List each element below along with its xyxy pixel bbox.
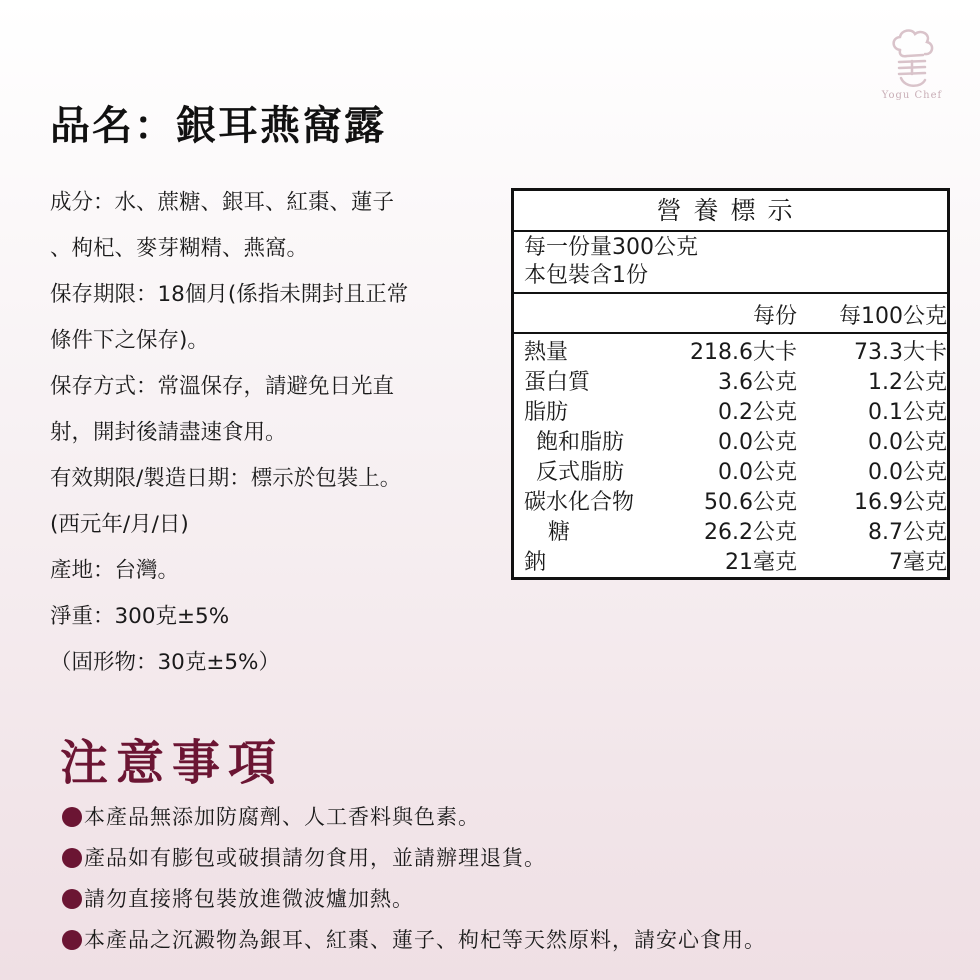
notice-title: 注意事項 [60,735,285,791]
info-line: 保存方式：常溫保存，請避免日光直 [50,374,395,399]
nutrient-name: 脂肪 [524,400,569,425]
nutrient-per-serving: 0.0公克 [718,460,797,485]
notice-item [62,797,766,838]
nutrient-name: 鈉 [524,550,547,575]
nutrient-per-100g: 0.1公克 [868,400,947,425]
info-line: 射，開封後請盡速食用。 [50,420,287,445]
nutrition-title: 營養標示 [514,191,947,232]
nutrient-per-serving: 3.6公克 [718,370,797,395]
info-line: 有效期限/製造日期：標示於包裝上。 [50,466,402,491]
info-line: 保存期限：18個月(係指未開封且正常 [50,282,409,307]
brand-logo [872,28,952,118]
nutrient-per-100g: 16.9公克 [854,490,947,515]
notice-text: 本產品之沉澱物為銀耳、紅棗、蓮子、枸杞等天然原料，請安心食用。 [84,928,766,952]
nutrition-facts-table [511,188,950,580]
chef-hat-icon [887,28,937,90]
nutrient-per-100g: 0.0公克 [868,460,947,485]
notice-item [62,920,766,961]
nutrition-row-protein [514,368,947,398]
nutrient-per-100g: 73.3大卡 [854,340,947,365]
nutrient-per-100g: 1.2公克 [868,370,947,395]
notice-item [62,879,766,920]
nutrient-per-serving: 218.6大卡 [690,340,797,365]
notice-text: 本產品無添加防腐劑、人工香料與色素。 [84,805,480,829]
logo-text: Yogu Chef [881,90,943,101]
nutrition-row-trans-fat [514,458,947,488]
nutrient-name: 反式脂肪 [536,460,625,485]
serving-size: 每一份量300公克 [524,235,698,260]
nutrient-per-100g: 8.7公克 [868,520,947,545]
nutrition-row-saturated-fat [514,428,947,458]
nutrition-row-fat [514,398,947,428]
bullet-dot-icon [62,848,82,868]
info-line: 產地：台灣。 [50,558,180,583]
info-line: (西元年/月/日) [50,512,189,537]
serving-info [514,232,947,294]
bullet-dot-icon [62,889,82,909]
nutrient-per-100g: 0.0公克 [868,430,947,455]
bullet-dot-icon [62,930,82,950]
notice-item [62,838,766,879]
nutrient-per-serving: 21毫克 [725,550,797,575]
info-line: 成分：水、蔗糖、銀耳、紅棗、蓮子 [50,190,395,215]
info-line: 條件下之保存)。 [50,328,209,353]
nutrition-rows [514,334,947,578]
nutrition-row-sodium [514,548,947,578]
nutrition-row-carbohydrate [514,488,947,518]
nutrition-row-sugar [514,518,947,548]
nutrient-per-serving: 26.2公克 [704,520,797,545]
bullet-dot-icon [62,807,82,827]
product-name-title: 品名：銀耳燕窩露 [50,103,386,149]
column-header-per-serving: 每份 [752,304,797,329]
servings-per-package: 本包裝含1份 [524,263,648,288]
nutrient-per-100g: 7毫克 [889,550,947,575]
nutrient-per-serving: 50.6公克 [704,490,797,515]
nutrient-per-serving: 0.2公克 [718,400,797,425]
notice-text: 產品如有膨包或破損請勿食用，並請辦理退貨。 [84,846,546,870]
notice-list [62,797,766,961]
nutrient-name: 熱量 [524,340,569,365]
nutrition-column-headers [514,294,947,334]
notice-text: 請勿直接將包裝放進微波爐加熱。 [84,887,414,911]
nutrient-name: 飽和脂肪 [536,430,625,455]
product-info [50,180,490,686]
nutrient-name: 蛋白質 [524,370,591,395]
column-header-per-100g: 每100公克 [839,304,947,329]
nutrient-name: 糖 [548,520,571,545]
nutrient-per-serving: 0.0公克 [718,430,797,455]
nutrient-name: 碳水化合物 [524,490,635,515]
nutrition-row-calories [514,338,947,368]
info-line: 淨重：300克±5% [50,604,230,629]
info-line: （固形物：30克±5%） [50,650,280,675]
info-line: 、枸杞、麥芽糊精、燕窩。 [50,236,309,261]
